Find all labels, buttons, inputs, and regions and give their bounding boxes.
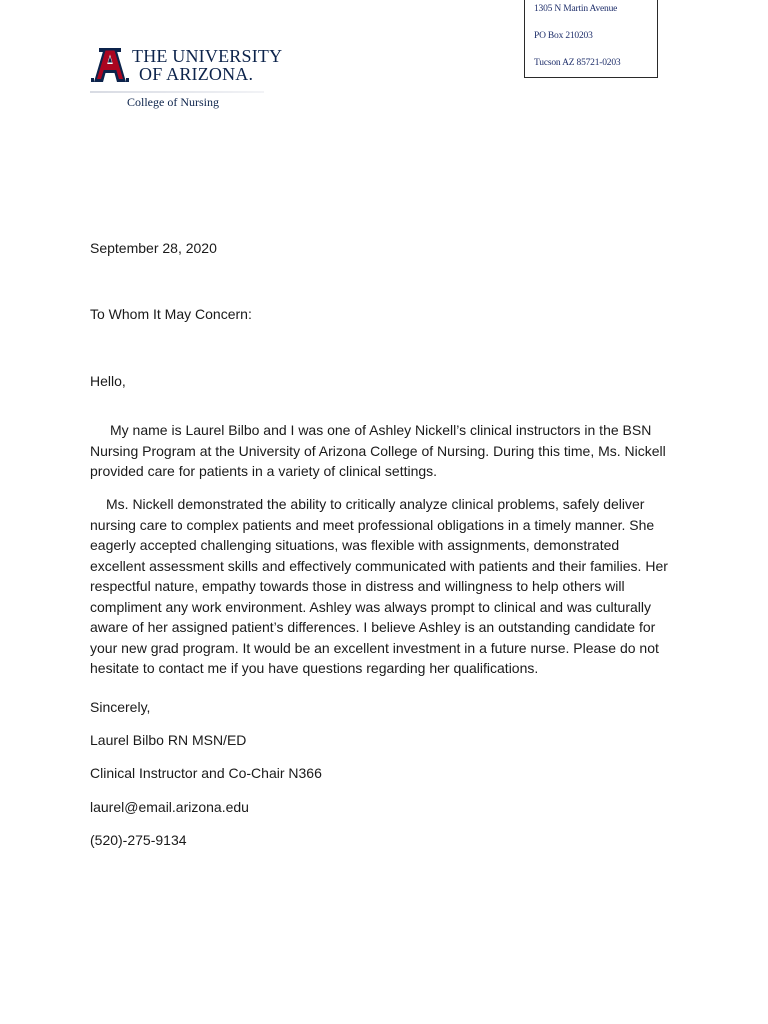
signer-email: laurel@email.arizona.edu bbox=[90, 799, 249, 815]
logo-divider bbox=[90, 91, 264, 93]
letter-closing: Sincerely, bbox=[90, 699, 151, 715]
college-name: College of Nursing bbox=[127, 95, 219, 109]
letter-salutation: To Whom It May Concern: bbox=[90, 306, 252, 322]
letter-greeting: Hello, bbox=[90, 373, 126, 389]
university-logo bbox=[90, 44, 283, 114]
letter-date: September 28, 2020 bbox=[90, 240, 217, 256]
address-po-box: PO Box 210203 bbox=[534, 31, 593, 41]
address-city: Tucson AZ 85721-0203 bbox=[534, 58, 621, 68]
logo-text-line2: OF ARIZONA. bbox=[139, 64, 254, 84]
address-street: 1305 N Martin Avenue bbox=[534, 4, 618, 14]
letter-paragraph-2: Ms. Nickell demonstrated the ability to critically analyze clinical problems, safely deliver nursing care to complex patients and meet professional obligations in a timely manner. She eagerly accepted challenging situations, was flexible with assignments, demonstrated excellent assessment skills and effectively communicated with patients and their families. Her respectful nature, empathy towards those in distress and willingness to help others will compliment any work environment. Ashley was always prompt to clinical and was culturally aware of her assigned patient’s differences. I believe Ashley is an outstanding candidate for your new grad program. It would be an excellent investment in a future nurse. Please do not hesitate to contact me if you have questions regarding her qualifications. bbox=[90, 496, 668, 676]
letter-paragraph-1: My name is Laurel Bilbo and I was one of Ashley Nickell’s clinical instructors in the BSN Nursing Program at the University of Arizona College of Nursing. During this time, Ms. Nickell provided care for patients in a variety of clinical settings. bbox=[90, 422, 666, 479]
signer-phone: (520)-275-9134 bbox=[90, 832, 187, 848]
block-a-logo-icon bbox=[90, 44, 130, 84]
signer-title: Clinical Instructor and Co-Chair N366 bbox=[90, 765, 322, 781]
address-block bbox=[524, 0, 658, 78]
logo-text-line1: THE UNIVERSITY bbox=[132, 46, 283, 66]
signer-name: Laurel Bilbo RN MSN/ED bbox=[90, 732, 247, 748]
